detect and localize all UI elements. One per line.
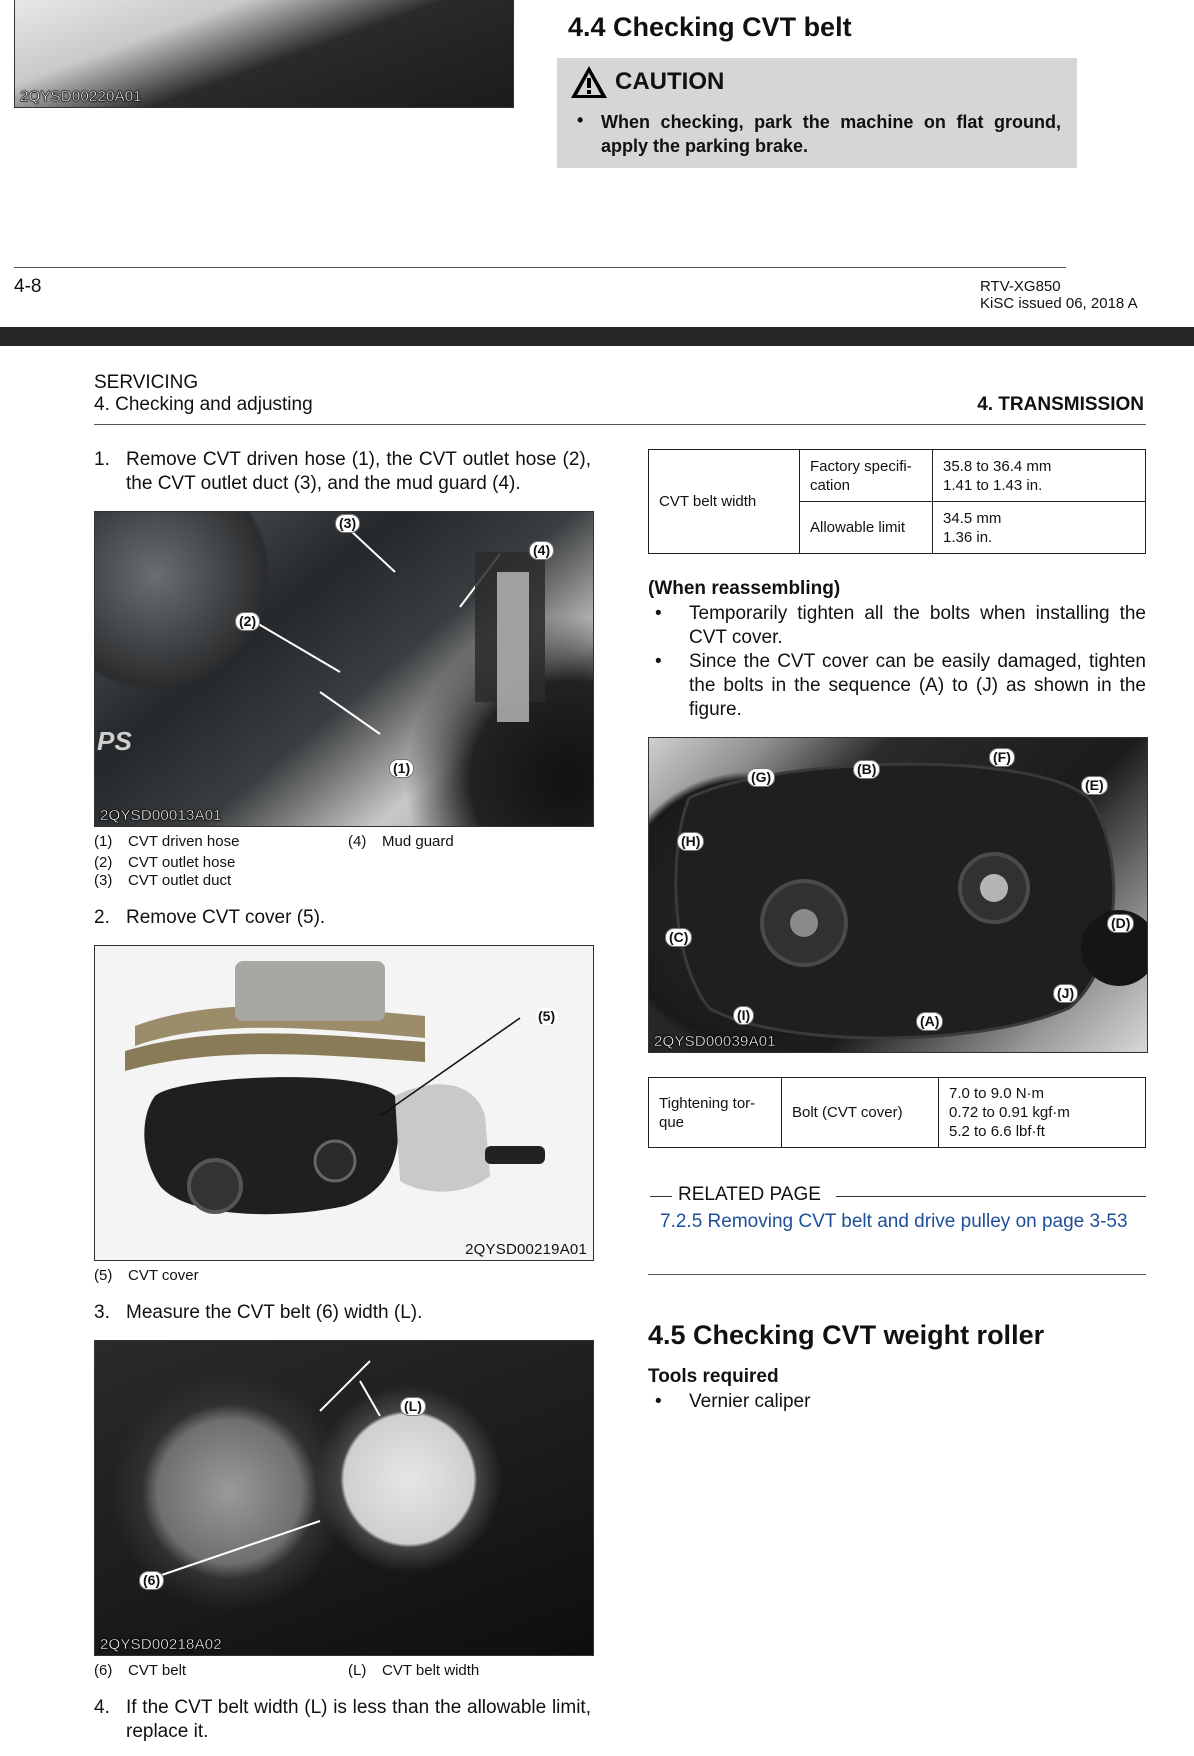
caption-3: (3) CVT outlet duct xyxy=(94,872,232,889)
photo-id: 2QYSD00220A01 xyxy=(20,88,142,105)
caution-box xyxy=(557,58,1077,168)
step-2-text: Remove CVT cover (5). xyxy=(126,907,326,928)
callout-2: (2) xyxy=(235,612,260,631)
bullet: • xyxy=(577,110,584,130)
torque-label: Tightening tor- que xyxy=(649,1078,782,1148)
step-3-text: Measure the CVT belt (6) width (L). xyxy=(126,1302,423,1323)
callout-3: (3) xyxy=(335,514,360,533)
callout-4: (4) xyxy=(529,541,554,560)
allowable-limit-label: Allowable limit xyxy=(800,502,933,554)
header-rule xyxy=(94,424,1146,425)
leader-lines xyxy=(95,1341,593,1655)
callout-C: (C) xyxy=(665,928,692,947)
callout-6: (6) xyxy=(139,1571,164,1590)
figure-3-id: 2QYSD00218A02 xyxy=(100,1636,222,1653)
factory-spec-value: 35.8 to 36.4 mm 1.41 to 1.43 in. xyxy=(933,450,1146,502)
step-number: 4. xyxy=(94,1697,110,1718)
section-title-4-4: 4.4 Checking CVT belt xyxy=(568,12,852,42)
callout-E: (E) xyxy=(1081,776,1108,795)
callout-A: (A) xyxy=(916,1012,943,1031)
caution-label: CAUTION xyxy=(615,68,725,95)
footer-model: RTV-XG850 xyxy=(980,278,1061,295)
footer-issue: KiSC issued 06, 2018 A xyxy=(980,295,1138,312)
caption-6: (6) CVT belt xyxy=(94,1662,187,1679)
callout-D: (D) xyxy=(1107,914,1134,933)
step-1-text: Remove CVT driven hose (1), the CVT outlet hose (2), the CVT outlet duct (3), and the mud guard (4). xyxy=(126,449,591,494)
torque-table xyxy=(648,1077,1146,1148)
page-separator-bar xyxy=(0,327,1194,346)
engine-drawing xyxy=(95,946,593,1260)
callout-5: (5) xyxy=(535,1008,558,1025)
callout-B: (B) xyxy=(853,760,880,779)
related-page-link[interactable]: 7.2.5 Removing CVT belt and drive pulley on page 3-53 xyxy=(660,1211,1128,1232)
footer-rule xyxy=(14,267,1066,268)
step-number: 2. xyxy=(94,907,110,928)
callout-H: (H) xyxy=(677,832,704,851)
figure-1-id: 2QYSD00013A01 xyxy=(100,807,222,824)
callout-I: (I) xyxy=(733,1006,754,1025)
allowable-limit-value: 34.5 mm 1.36 in. xyxy=(933,502,1146,554)
step-4-text: If the CVT belt width (L) is less than the allowable limit, replace it. xyxy=(126,1697,591,1742)
callout-G: (G) xyxy=(747,768,775,787)
figure-2-photo xyxy=(94,945,594,1261)
related-rule-right xyxy=(836,1196,1146,1197)
figure-3-photo xyxy=(94,1340,594,1656)
figure-4-id: 2QYSD00039A01 xyxy=(654,1033,776,1050)
callout-J: (J) xyxy=(1053,984,1078,1003)
step-number: 1. xyxy=(94,449,110,470)
related-rule-bottom xyxy=(648,1274,1146,1275)
figure-2-id: 2QYSD00219A01 xyxy=(465,1241,587,1258)
subsection-label: 4. Checking and adjusting xyxy=(94,394,313,415)
footer-page-number: 4-8 xyxy=(14,276,42,297)
related-page-label: RELATED PAGE xyxy=(678,1184,821,1205)
cvt-belt-spec-table xyxy=(648,449,1146,554)
reassembly-heading: (When reassembling) xyxy=(648,578,841,599)
top-left-photo xyxy=(14,0,514,108)
related-rule-left xyxy=(650,1196,672,1197)
callout-F: (F) xyxy=(989,748,1015,767)
callout-1: (1) xyxy=(389,759,414,778)
figure-1-logo: PS xyxy=(97,726,133,756)
chapter-label: SERVICING xyxy=(94,372,199,393)
tools-required-heading: Tools required xyxy=(648,1366,779,1387)
step-number: 3. xyxy=(94,1302,110,1323)
callout-L: (L) xyxy=(400,1397,426,1416)
caption-4: (4) Mud guard xyxy=(348,833,454,850)
warning-triangle-icon xyxy=(569,64,609,100)
caption-5: (5) CVT cover xyxy=(94,1267,199,1284)
caution-text: When checking, park the machine on flat ground, apply the parking brake. xyxy=(601,112,1061,156)
torque-value: 7.0 to 9.0 N·m 0.72 to 0.91 kgf·m 5.2 to 6.6 lbf·ft xyxy=(939,1078,1146,1148)
caption-2: (2) CVT outlet hose xyxy=(94,854,236,871)
cvt-cover-drawing xyxy=(649,738,1147,1052)
factory-spec-label: Factory specifi- cation xyxy=(800,450,933,502)
figure-1-photo xyxy=(94,511,594,827)
leader-lines xyxy=(95,512,593,826)
caption-L: (L) CVT belt width xyxy=(348,1662,480,1679)
spec-row-label: CVT belt width xyxy=(649,450,800,554)
figure-4-photo xyxy=(648,737,1148,1053)
caption-1: (1) CVT driven hose xyxy=(94,833,240,850)
running-title: 4. TRANSMISSION xyxy=(977,394,1144,415)
section-title-4-5: 4.5 Checking CVT weight roller xyxy=(648,1320,1045,1350)
torque-item: Bolt (CVT cover) xyxy=(782,1078,939,1148)
